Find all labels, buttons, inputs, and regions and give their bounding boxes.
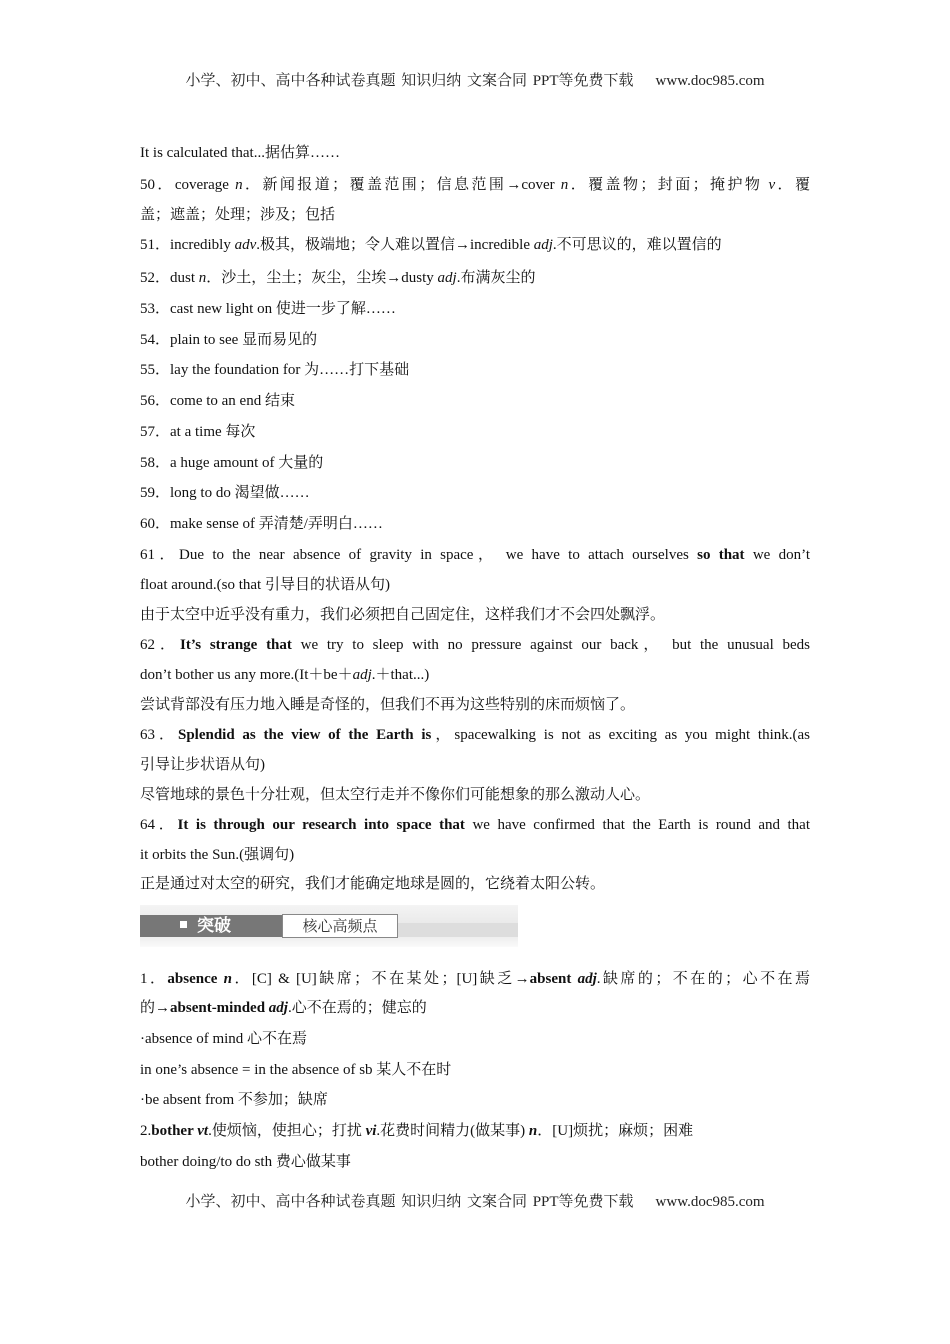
text-line: [140, 1121, 693, 1141]
text-segment: we have confirmed that the Earth is round and that: [464, 817, 811, 833]
text-segment: 正是通过对太空的研究，我们才能确定地球是圆的，它绕着太阳公转。: [140, 876, 606, 892]
text-line: [140, 845, 294, 865]
page-footer: [0, 1190, 950, 1211]
text-line: [140, 605, 665, 625]
text-segment: we try to sleep with no pressure against our back， but the unusual beds: [291, 637, 810, 653]
text-segment: ．[U]烦扰；麻烦；困难: [537, 1123, 694, 1139]
header-url: www.doc985.com: [655, 73, 765, 89]
text-segment: 盖；遮盖；处理；涉及；包括: [140, 207, 336, 223]
banner-strip: [398, 923, 518, 937]
text-line: [140, 235, 722, 255]
text-segment: adj: [437, 270, 457, 286]
banner-dark-label: 突破: [197, 916, 231, 936]
text-line: [140, 175, 810, 195]
text-segment: ．覆盖物；封面；掩护物: [568, 177, 769, 193]
text-segment: .＋that...): [371, 667, 430, 683]
text-segment: ·be absent from 不参加；缺席: [140, 1092, 328, 1108]
text-segment: absent-minded: [170, 1000, 269, 1016]
text-segment: in one’s absence = in the absence of sb 某人不在时: [140, 1062, 452, 1078]
text-segment: 58．a huge amount of 大量的: [140, 455, 324, 471]
text-segment: 56．come to an end 结束: [140, 393, 295, 409]
section-banner: [140, 905, 518, 947]
text-segment: ·absence of mind 心不在焉: [140, 1031, 308, 1047]
text-segment: adj: [352, 667, 372, 683]
banner-light-tab: [282, 914, 398, 938]
text-line: [140, 514, 383, 534]
text-segment: 62．: [140, 637, 180, 653]
text-segment: ．覆: [775, 177, 810, 193]
text-segment: 50．coverage: [140, 177, 236, 193]
banner-light-label: 核心高频点: [302, 917, 378, 935]
footer-url: www.doc985.com: [655, 1194, 765, 1210]
text-segment: n: [223, 971, 232, 987]
text-line: [140, 268, 535, 288]
text-segment: 51．incredibly: [140, 237, 235, 253]
text-segment: 55．lay the foundation for 为……打下基础: [140, 362, 410, 378]
text-segment: It is through our research into space that: [177, 817, 465, 833]
text-line: [140, 1060, 451, 1080]
text-line: [140, 785, 650, 805]
text-line: [140, 815, 810, 835]
text-line: [140, 755, 265, 775]
text-line: [140, 969, 810, 989]
text-segment: .缺席的；不在的；心不在焉: [596, 971, 810, 987]
text-segment: 2.: [140, 1123, 152, 1139]
text-line: [140, 1152, 351, 1172]
text-segment: 57．at a time 每次: [140, 424, 256, 440]
text-line: [140, 299, 396, 319]
text-line: [140, 725, 810, 745]
text-segment: .花费时间精力(做某事): [376, 1123, 529, 1139]
text-segment: n: [528, 1123, 538, 1139]
text-segment: absent: [529, 971, 578, 987]
text-segment: ．新闻报道；覆盖范围；信息范围→cover: [242, 177, 561, 193]
header-text: 小学、初中、高中各种试卷真题 知识归纳 文案合同 PPT等免费下载: [185, 73, 634, 89]
text-line: [140, 205, 335, 225]
text-segment: absence: [167, 971, 224, 987]
text-segment: 64．: [140, 817, 178, 833]
text-line: [140, 575, 390, 595]
text-segment: 54．plain to see 显而易见的: [140, 332, 318, 348]
text-line: [140, 453, 323, 473]
text-segment: It’s strange that: [179, 637, 292, 653]
text-segment: vt: [197, 1123, 209, 1139]
text-segment: It is calculated that...据估算……: [140, 145, 340, 161]
text-segment: 引导让步状语从句): [140, 757, 265, 773]
text-segment: .心不在焉的；健忘的: [287, 1000, 427, 1016]
text-segment: .布满灰尘的: [456, 270, 536, 286]
text-segment: ，spacewalking is not as exciting as you might think.(as: [431, 727, 810, 743]
text-line: [140, 330, 317, 350]
text-segment: .使烦恼，使担心；打扰: [208, 1123, 366, 1139]
text-segment: .极其，极端地；令人难以置信→incredible: [256, 237, 534, 253]
text-segment: 52．dust: [140, 270, 199, 286]
text-segment: v: [768, 177, 776, 193]
text-segment: vi: [365, 1123, 377, 1139]
text-segment: 由于太空中近乎没有重力，我们必须把自己固定住，这样我们才不会四处飘浮。: [140, 607, 666, 623]
text-segment: ．[C] & [U]缺席；不在某处；[U]缺乏→: [231, 971, 530, 987]
text-line: [140, 422, 255, 442]
footer-text: 小学、初中、高中各种试卷真题 知识归纳 文案合同 PPT等免费下载: [185, 1194, 634, 1210]
text-segment: adj: [577, 971, 597, 987]
text-segment: 53．cast new light on 使进一步了解……: [140, 301, 396, 317]
text-segment: it orbits the Sun.(强调句): [140, 847, 295, 863]
text-line: [140, 874, 605, 894]
text-segment: 59．long to do 渴望做……: [140, 485, 310, 501]
text-segment: 的→: [140, 1000, 171, 1016]
text-line: [140, 998, 427, 1018]
text-segment: 61．Due to the near absence of gravity in space， we have to attach ourselves: [140, 547, 698, 563]
text-segment: adj: [268, 1000, 288, 1016]
text-segment: 60．make sense of 弄清楚/弄明白……: [140, 516, 383, 532]
text-segment: n: [198, 270, 207, 286]
banner-dark-tab: [140, 915, 282, 937]
text-segment: n: [560, 177, 569, 193]
text-segment: we don’t: [744, 547, 810, 563]
text-segment: n: [235, 177, 243, 193]
text-segment: ．沙土，尘土；灰尘，尘埃→dusty: [206, 270, 438, 286]
text-line: [140, 545, 810, 565]
text-line: [140, 665, 429, 685]
square-bullet-icon: [180, 921, 187, 928]
text-segment: .不可思议的，难以置信的: [552, 237, 722, 253]
text-segment: 63．: [140, 727, 178, 743]
text-line: [140, 695, 635, 715]
text-segment: adj: [533, 237, 553, 253]
text-line: [140, 391, 295, 411]
text-segment: bother doing/to do sth 费心做某事: [140, 1154, 351, 1170]
text-segment: bother: [151, 1123, 198, 1139]
text-segment: 尽管地球的景色十分壮观，但太空行走并不像你们可能想象的那么激动人心。: [140, 787, 651, 803]
text-line: [140, 635, 810, 655]
text-line: [140, 143, 340, 163]
text-line: [140, 1029, 307, 1049]
page-header: [0, 69, 950, 90]
text-line: [140, 360, 409, 380]
text-segment: don’t bother us any more.(It＋be＋: [140, 667, 353, 683]
text-line: [140, 1090, 328, 1110]
text-line: [140, 483, 310, 503]
text-segment: Splendid as the view of the Earth is: [177, 727, 432, 743]
text-segment: so that: [697, 547, 745, 563]
text-segment: adv: [234, 237, 257, 253]
text-segment: 尝试背部没有压力地入睡是奇怪的，但我们不再为这些特别的床而烦恼了。: [140, 697, 636, 713]
text-segment: float around.(so that 引导目的状语从句): [140, 577, 390, 593]
text-segment: 1．: [140, 971, 168, 987]
